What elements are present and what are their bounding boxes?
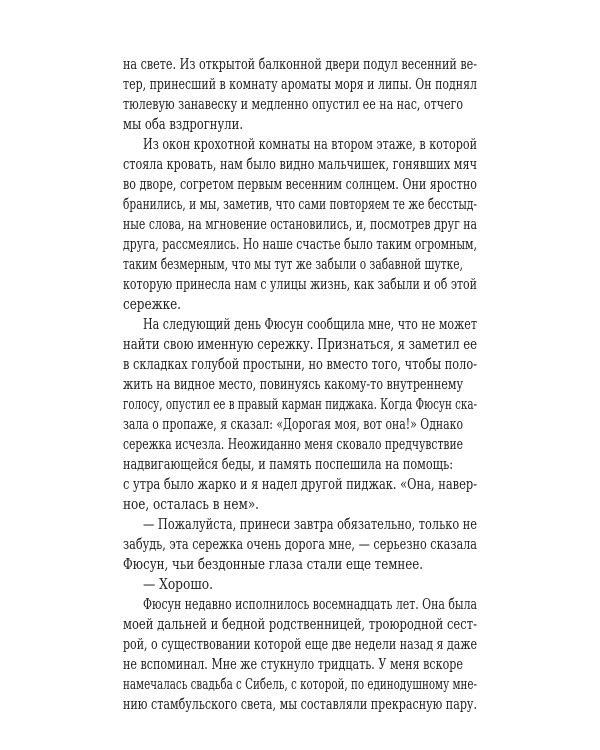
- text-line: мы оба вздрогнули.: [123, 116, 243, 133]
- text-line: на свете. Из открытой балконной двери подул весенний ве-: [123, 56, 477, 73]
- text-line: — Пожалуйста, принеси завтра обязательно, только не: [143, 516, 477, 533]
- text-line: рой, о существовании которой еще две недели назад я даже: [123, 636, 477, 653]
- text-line: не вспоминал. Мне же стукнуло тридцать. У меня вскоре: [123, 656, 463, 673]
- text-line: во дворе, согретом первым весенним солнцем. Они яростно: [123, 176, 477, 193]
- text-line: тюлевую занавеску и медленно опустил ее на нас, отчего: [123, 96, 463, 113]
- text-line: моей дальней и бедной родственницей, троюродной сест-: [123, 616, 477, 633]
- text-line: намечалась свадьба с Сибель, с которой, по единодушному мне-: [123, 676, 477, 693]
- text-line: жить на видное место, повинуясь какому-то внутреннему: [123, 376, 463, 393]
- text-line: тер, принесший в комнату ароматы моря и липы. Он поднял: [123, 76, 477, 93]
- text-line: На следующий день Фюсун сообщила мне, что не может: [143, 316, 477, 333]
- text-line: ное, осталась в нем».: [123, 496, 259, 513]
- text-line: найти свою именную сережку. Признаться, я заметил ее: [123, 336, 477, 353]
- text-line: надвигающейся беды, и память поспешила на помощь:: [123, 456, 453, 473]
- text-line: голосу, опустил ее в правый карман пиджака. Когда Фюсун ска-: [123, 396, 477, 413]
- text-line: Из окон крохотной комнаты на втором этаже, в которой: [143, 136, 477, 153]
- text-line: друга, рассмеялись. Но наше счастье было таким огромным,: [123, 236, 477, 253]
- text-line: нию стамбульского света, мы составляли прекрасную пару.: [123, 696, 477, 713]
- text-line: с утра было жарко и я надел другой пиджак. «Она, навер-: [123, 476, 477, 493]
- text-line: таким безмерным, что мы тут же забыли о забавной шутке,: [123, 256, 463, 273]
- text-line: Фюсун недавно исполнилось восемнадцать лет. Она была: [143, 596, 477, 613]
- text-line: — Хорошо.: [143, 576, 213, 593]
- text-line: стояла кровать, нам было видно мальчишек, гонявших мяч: [123, 156, 477, 173]
- text-line: сережка исчезла. Неожиданно меня сковало предчувствие: [123, 436, 463, 453]
- text-line: зала о пропаже, я сказал: «Дорогая моя, вот она!» Однако: [123, 416, 463, 433]
- text-line: ные слова, на мгновение остановились, и, посмотрев друг на: [123, 216, 477, 233]
- text-line: бранились, и мы, заметив, что сами повторяем те же бесстыд-: [123, 196, 477, 213]
- text-line: которую принесла нам с улицы жизнь, как забыли и об этой: [123, 276, 477, 293]
- text-line: в складках голубой простыни, но вместо того, чтобы поло-: [123, 356, 477, 373]
- text-line: сережке.: [123, 296, 181, 313]
- text-line: Фюсун, чьи бездонные глаза стали еще темнее.: [123, 556, 423, 573]
- text-line: забудь, эта сережка очень дорога мне, — серьезно сказала: [123, 536, 477, 553]
